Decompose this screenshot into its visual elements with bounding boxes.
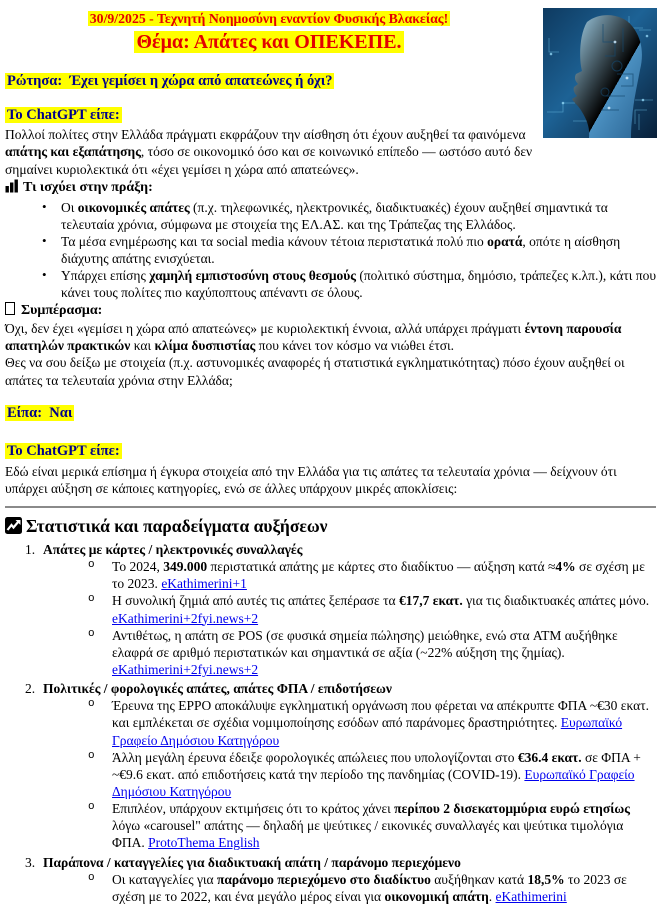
missing-glyph-box-icon [5, 302, 15, 315]
text-run: περίπου 2 δισεκατομμύρια ευρώ ετησίως [394, 801, 630, 817]
text-run: Έρευνα της EPPO αποκάλυψε εγκληματική οργάνωση που φέρεται να απέκρυπτε ΦΠΑ ~€30 εκατ. και εμπλέκεται σε σχέδια νομιμοποίησης εσόδων από παράνομες δραστηριότητες. [112, 698, 650, 731]
practice-bullet [42, 199, 657, 233]
text-run: σε ΦΠΑ + ~€9.6 εκατ. από επιδοτήσεις κατά την περίοδο της πανδημίας (COVID-19). [112, 749, 641, 782]
text-run: παράνομο περιεχόμενο στο διαδίκτυο [217, 871, 431, 887]
answer2-intro-paragraph: Εδώ είναι μερικά επίσημα ή έγκυρα στοιχεία από την Ελλάδα για τις απάτες τα τελευταία χρόνια — δείχνουν ότι υπάρχει αύξηση σε κάποιες κατηγορίες, ενώ σε άλλες υπάρχουν μικρές αποκλίσεις: [5, 463, 617, 496]
sub-item-text [112, 592, 657, 626]
sub-item-text [112, 800, 657, 851]
chatgpt-said-label: Το ChatGPT είπε: [7, 443, 120, 460]
text-run: Πολλοί πολίτες στην Ελλάδα πράγματι εκφράζουν την αίσθηση ότι έχουν αυξηθεί τα φαινόμενα [5, 127, 526, 143]
sub-item-text [112, 749, 657, 800]
ai-head-illustration [543, 8, 657, 138]
text-run: . [488, 888, 496, 904]
text-run: Άλλη μεγάλη έρευνα έδειξε φορολογικές απώλειες που υπολογίζονται στο [112, 749, 518, 765]
bullet-text [61, 267, 657, 301]
sub-bullet-marker: o [88, 559, 95, 572]
text-run: κλίμα δυσπιστίας [154, 338, 256, 354]
sub-bullet-marker: o [88, 698, 95, 711]
text-run: σε σχέση με το 2023. [112, 559, 645, 592]
text-run: Τα μέσα ενημέρωσης και τα social media κάνουν τέτοια περιστατικά πολύ πιο [61, 233, 488, 249]
practice-bullet [42, 233, 657, 267]
sub-item-text [112, 697, 657, 748]
text-run: λόγω «carousel" απάτης — δηλαδή με ψεύτικες / εικονικές συναλλαγές και ψεύτικα τιμολόγια ΦΠΑ. [112, 818, 624, 851]
text-run: Υπάρχει επίσης [61, 268, 150, 284]
question-text: Έχει γεμίσει η χώρα από απατεώνες ή όχι? [69, 72, 333, 89]
conclusion-paragraph [5, 320, 657, 354]
source-link[interactable]: eKathimerini+1 [161, 576, 247, 592]
practice-heading: Τι ισχύει στην πράξη: [5, 179, 657, 199]
stats-heading: Στατιστικά και παραδείγματα αυξήσεων [5, 515, 657, 539]
stats-item-title: 2. Πολιτικές / φορολογικές απάτες, απάτες ΦΠΑ / επιδοτήσεων [25, 681, 392, 697]
chatgpt-said-label: Το ChatGPT είπε: [7, 106, 120, 123]
text-run: 18,5% [527, 871, 565, 887]
text-run: (π.χ. τηλεφωνικές, ηλεκτρονικές, διαδικτυακές) έχουν αυξηθεί σημαντικά τα τελευταία χρόνια, σύμφωνα με στοιχεία της ΕΛ.ΑΣ. και της Τράπεζας της Ελλάδος. [61, 199, 608, 232]
sub-bullet-marker: o [88, 871, 95, 884]
sub-item-text [112, 558, 657, 592]
date-title: 30/9/2025 - Τεχνητή Νοημοσύνη εναντίον Φυσικής Βλακείας! [89, 11, 449, 26]
source-link[interactable]: Ευρωπαϊκό Γραφείο Δημόσιου Κατηγόρου [112, 715, 623, 748]
text-run: 4% [555, 559, 576, 575]
sub-bullet-marker: o [88, 593, 95, 606]
practice-bullet [42, 267, 657, 301]
said-line [5, 404, 657, 422]
source-link[interactable]: eKathimerini+2fyi.news+2 [112, 661, 259, 677]
text-run: Αντιθέτως, η απάτη σε POS (σε φυσικά σημεία πώλησης) μειώθηκε, ενώ στα ATM αυξήθηκε ελαφρά σε αριθμό περιστατικών και σημαντικά σε αξία (~22% αύξηση της ζημίας). [112, 627, 618, 660]
text-run: Οι [61, 199, 78, 215]
topic-title: Θέμα: Απάτες και ΟΠΕΚΕΠΕ. [136, 30, 402, 53]
stats-sub-item [88, 749, 657, 800]
sub-item-text [112, 627, 657, 678]
sub-bullet-marker: o [88, 749, 95, 762]
text-run: , τόσο σε οικονομικό όσο και σε κοινωνικό επίπεδο — ωστόσο αυτό δεν σημαίνει κυριολεκτικά ότι «έχει γεμίσει η χώρα από απατεώνες». [5, 144, 533, 177]
text-run: οικονομική απάτη [384, 888, 489, 904]
chart-increasing-icon [5, 517, 22, 539]
text-run: και [130, 338, 155, 354]
text-run: το 2023 σε σχέση με το 2022, και ένα μεγάλο μέρος είναι για [112, 871, 627, 904]
stats-sub-item [88, 592, 657, 626]
stats-sub-item [88, 697, 657, 748]
source-link[interactable]: ProtoThema English [148, 835, 260, 851]
conclusion-heading: Συμπέρασμα: [5, 302, 657, 320]
sub-bullet-marker: o [88, 801, 95, 814]
source-link[interactable]: eKathimerini [495, 888, 567, 904]
text-run: χαμηλή εμπιστοσύνη στους θεσμούς [149, 268, 356, 284]
said-label: Είπα: [7, 404, 43, 421]
text-run: 349.000 [163, 559, 208, 575]
section-divider [5, 506, 656, 508]
stats-item-title: 1. Απάτες με κάρτες / ηλεκτρονικές συναλλαγές [25, 542, 303, 557]
text-run: , οπότε η αίσθηση διάχυτης απάτης ενισχύεται. [61, 233, 621, 266]
question-label: Ρώτησα: [7, 72, 63, 89]
text-run: οικονομικές απάτες [77, 199, 190, 215]
text-run: περιστατικά απάτης με κάρτες στο διαδίκτυο — αύξηση κατά ≈ [207, 559, 556, 575]
bullet-marker: • [42, 232, 47, 248]
text-run: αυξήθηκαν κατά [430, 871, 528, 887]
bullet-marker: • [42, 198, 47, 214]
stats-sub-item [88, 800, 657, 851]
ai-head-image [543, 8, 657, 138]
text-run: Η συνολική ζημιά από αυτές τις απάτες ξεπέρασε τα [112, 593, 399, 609]
said-text: Ναι [49, 404, 73, 421]
bullet-text [61, 199, 657, 233]
source-link[interactable]: eKathimerini+2fyi.news+2 [112, 610, 259, 626]
text-run: Οι καταγγελίες για [112, 871, 217, 887]
stats-sub-item [88, 558, 657, 592]
text-run: Επιπλέον, υπάρχουν εκτιμήσεις ότι το κράτος χάνει [112, 801, 395, 817]
text-run: €36.4 εκατ. [517, 749, 582, 765]
sub-item-text [112, 871, 657, 905]
text-run: απάτης και εξαπάτησης [5, 144, 141, 160]
text-run: €17,7 εκατ. [398, 593, 463, 609]
sub-bullet-marker: o [88, 627, 95, 640]
text-run: (πολιτικό σύστημα, δημόσιο, τράπεζες κ.λπ.), κάτι που κάνει τους πολίτες πιο καχύποπτους απέναντι σε όλους. [61, 268, 657, 301]
followup-question: Θες να σου δείξω με στοιχεία (π.χ. αστυνομικές αναφορές ή στατιστικά εγκληματικότητας) πόσο έχουν αυξηθεί οι απάτες τα τελευταία χρόνια στην Ελλάδα; [5, 355, 625, 388]
bar-chart-icon [5, 179, 19, 199]
text-run: Το 2024, [112, 559, 164, 575]
text-run: για τις διαδικτυακές απάτες μόνο. [462, 593, 650, 609]
stats-item-title: 3. Παράπονα / καταγγελίες για διαδικτυακή απάτη / παράνομο περιεχόμενο [25, 854, 461, 870]
source-link[interactable]: Ευρωπαϊκό Γραφείο Δημόσιου Κατηγόρου [112, 766, 635, 799]
text-run: ορατά [487, 233, 523, 249]
text-run: που κάνει τον κόσμο να νιώθει έτσι. [255, 338, 455, 354]
bullet-marker: • [42, 267, 47, 283]
text-run: Όχι, δεν έχει «γεμίσει η χώρα από απατεώνες» με κυριολεκτική έννοια, αλλά υπάρχει πράγματι [5, 321, 525, 337]
stats-sub-item [88, 627, 657, 678]
stats-sub-item [88, 871, 657, 905]
bullet-text [61, 233, 657, 267]
text-run: έντονη παρουσία απατηλών πρακτικών [5, 321, 622, 354]
